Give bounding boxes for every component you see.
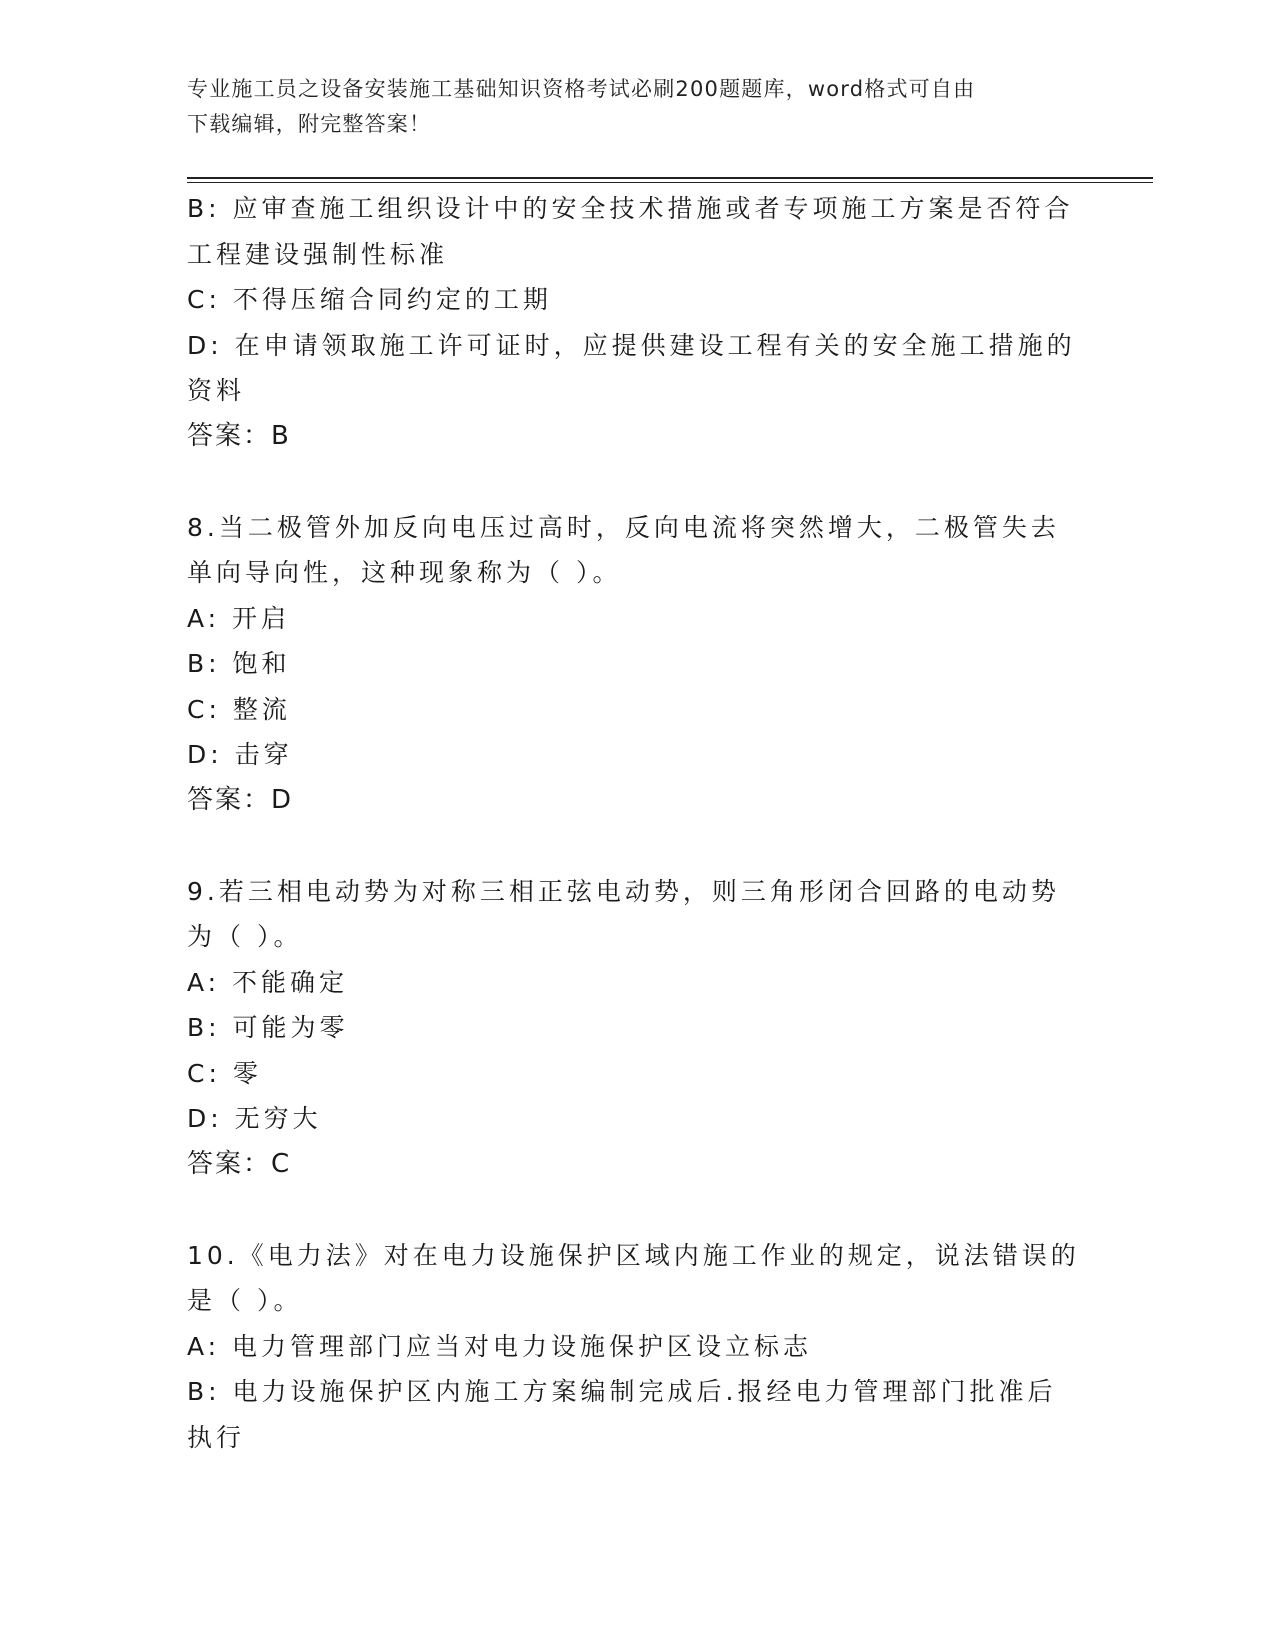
q8-option-a: A: 开启 <box>187 603 291 633</box>
header-title-line-2: 下载编辑，附完整答案！ <box>187 112 432 136</box>
q7-option-b-line-2: 工程建设强制性标准 <box>187 239 449 269</box>
q10-option-a: A: 电力管理部门应当对电力设施保护区设立标志 <box>187 1331 813 1361</box>
question-9-block <box>187 869 1087 1188</box>
q7-option-c: C: 不得压缩合同约定的工期 <box>187 285 552 314</box>
header-divider-thick <box>187 177 1153 179</box>
q10-question-line-1: 10.《电力法》对在电力设施保护区域内施工作业的规定，说法错误的 <box>187 1240 1080 1270</box>
question-8-block <box>187 505 1087 824</box>
q10-option-b-line-1: B: 电力设施保护区内施工方案编制完成后.报经电力管理部门批准后 <box>187 1377 1057 1406</box>
document-header <box>187 72 1067 142</box>
question-content <box>187 186 1087 1460</box>
q7-option-d-line-1: D: 在申请领取施工许可证时，应提供建设工程有关的安全施工措施的 <box>187 330 1076 360</box>
header-divider-thin <box>187 182 1153 183</box>
q9-question-line-1: 9.若三相电动势为对称三相正弦电动势，则三角形闭合回路的电动势 <box>187 876 1060 906</box>
q7-option-d-line-2: 资料 <box>187 376 246 405</box>
q9-option-d: D: 无穷大 <box>187 1104 322 1133</box>
q9-answer: 答案：C <box>187 1148 292 1179</box>
q9-option-c: C: 零 <box>187 1058 262 1088</box>
header-title-line-1: 专业施工员之设备安装施工基础知识资格考试必刷200题题库，word格式可自由 <box>187 77 976 101</box>
question-10-block <box>187 1233 1087 1461</box>
question-7-block <box>187 186 1087 459</box>
q8-answer: 答案：D <box>187 784 294 815</box>
q8-option-b: B: 饱和 <box>187 649 291 678</box>
q9-option-a: A: 不能确定 <box>187 967 349 997</box>
q9-question-line-2: 为（ ）。 <box>187 922 303 951</box>
q8-option-d: D: 击穿 <box>187 740 293 769</box>
q10-option-b-line-2: 执行 <box>187 1422 246 1452</box>
q7-answer: 答案：B <box>187 420 291 451</box>
q9-option-b: B: 可能为零 <box>187 1013 349 1042</box>
q8-question-line-2: 单向导向性，这种现象称为（ ）。 <box>187 558 622 587</box>
spacer <box>187 1187 1087 1233</box>
spacer <box>187 459 1087 505</box>
q7-option-b-line-1: B: 应审查施工组织设计中的安全技术措施或者专项施工方案是否符合 <box>187 194 1074 223</box>
q8-option-c: C: 整流 <box>187 694 291 724</box>
spacer <box>187 823 1087 869</box>
q10-question-line-2: 是（ ）。 <box>187 1286 303 1315</box>
q8-question-line-1: 8.当二极管外加反向电压过高时，反向电流将突然增大，二极管失去 <box>187 512 1060 542</box>
